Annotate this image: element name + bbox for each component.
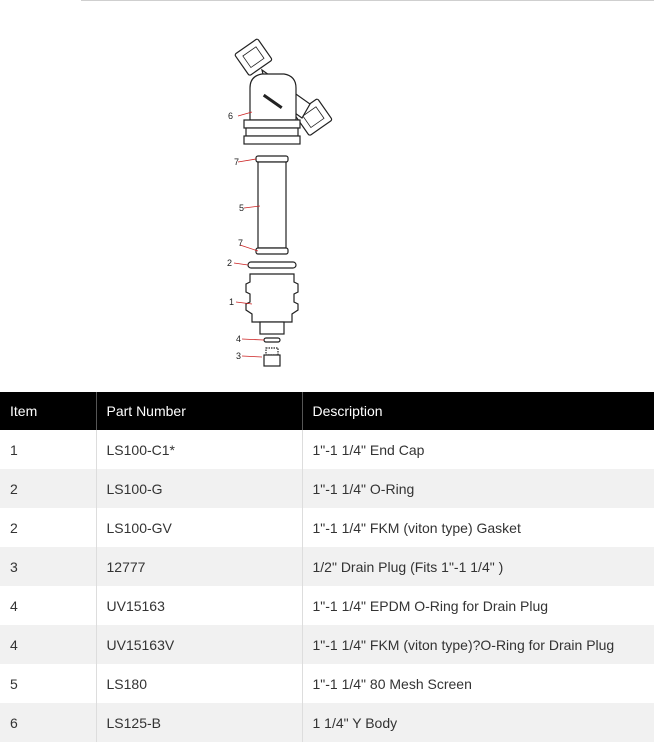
table-row xyxy=(0,547,654,586)
item-cell: 4 xyxy=(10,597,18,614)
item-cell: 1 xyxy=(10,441,18,458)
callout-3: 3 xyxy=(236,351,242,361)
callout-4: 4 xyxy=(236,334,242,344)
item-cell: 2 xyxy=(0,469,96,508)
callout-2: 2 xyxy=(227,258,233,268)
description-cell: 1"-1 1/4" O-Ring xyxy=(302,469,654,508)
description-cell: 1"-1 1/4" EPDM O-Ring for Drain Plug xyxy=(302,586,654,625)
callout-7-lower: 7 xyxy=(238,238,244,248)
table-row xyxy=(0,664,654,703)
part-number-cell: LS100-C1* xyxy=(96,430,302,469)
table-row xyxy=(0,508,654,547)
description-cell: 1"-1 1/4" FKM (viton type) Gasket xyxy=(302,508,654,547)
filter-exploded-diagram xyxy=(222,32,342,372)
table-row xyxy=(0,586,654,625)
item-cell: 2 xyxy=(10,519,18,536)
exploded-view-drawing xyxy=(222,32,342,372)
table-row xyxy=(0,430,654,469)
table-row xyxy=(0,625,654,664)
item-cell: 5 xyxy=(10,675,18,692)
callout-6: 6 xyxy=(228,111,234,121)
header-part-number: Part Number xyxy=(96,392,302,430)
table-header-row xyxy=(0,392,654,430)
part-number-cell: LS125-B xyxy=(96,703,302,742)
part-number-cell: UV15163V xyxy=(96,625,302,664)
item-cell: 3 xyxy=(0,547,96,586)
description-cell: 1"-1 1/4" FKM (viton type)?O-Ring for Drain Plug xyxy=(302,625,654,664)
callout-1: 1 xyxy=(229,297,235,307)
description-cell: 1 1/4" Y Body xyxy=(302,703,654,742)
header-description: Description xyxy=(302,392,654,430)
part-number-cell: UV15163 xyxy=(96,586,302,625)
table-row xyxy=(0,703,654,742)
parts-table xyxy=(0,392,654,742)
callout-7-upper: 7 xyxy=(234,157,240,167)
description-cell: 1"-1 1/4" 80 Mesh Screen xyxy=(302,664,654,703)
table-row xyxy=(0,469,654,508)
item-cell: 6 xyxy=(0,703,96,742)
header-item: Item xyxy=(0,392,96,430)
description-cell: 1/2" Drain Plug (Fits 1"-1 1/4" ) xyxy=(302,547,654,586)
part-number-cell: LS100-G xyxy=(96,469,302,508)
part-number-cell: 12777 xyxy=(96,547,302,586)
part-number-cell: LS180 xyxy=(96,664,302,703)
top-divider xyxy=(81,0,654,1)
callout-5: 5 xyxy=(239,203,245,213)
part-number-cell: LS100-GV xyxy=(96,508,302,547)
description-cell: 1"-1 1/4" End Cap xyxy=(302,430,654,469)
item-cell: 4 xyxy=(0,625,96,664)
